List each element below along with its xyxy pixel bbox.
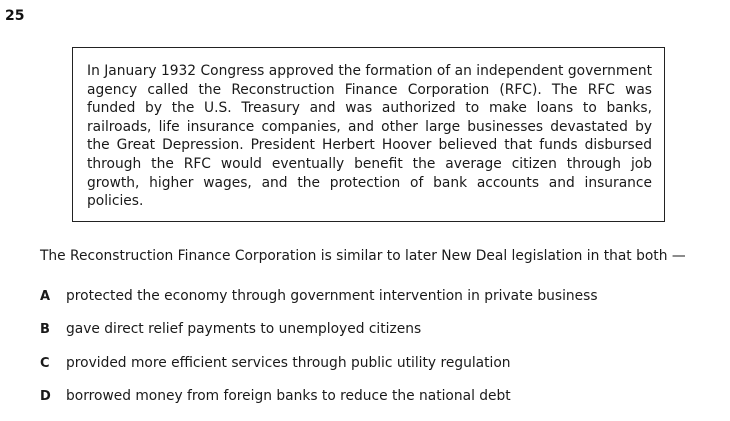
answer-option-a[interactable] [40,288,598,304]
option-text: provided more efficient services through public utility regulation [66,355,511,371]
option-letter: B [40,322,50,337]
option-text: gave direct relief payments to unemployed citizens [66,321,422,337]
option-letter: D [40,389,51,404]
answer-option-b[interactable] [40,321,421,337]
answer-option-c[interactable] [40,355,511,371]
option-letter: C [40,356,50,371]
option-letter: A [40,289,51,304]
passage-box [72,47,665,222]
passage-text: In January 1932 Congress approved the formation of an independent government agency called the Reconstruction Finance Corporation (RFC). The RFC was funded by the U.S. Treasury and was authorized to make loans to banks, railroads, life insurance companies, and other large businesses devastated by the Great Depression. President Herbert Hoover believed that funds disbursed through the RFC would eventually benefit the average citizen through job growth, higher wages, and the protection of bank accounts and insurance policies. [87,63,652,210]
question-number: 25 [5,8,25,24]
option-text: protected the economy through government intervention in private business [66,288,598,304]
question-stem: The Reconstruction Finance Corporation is similar to later New Deal legislation in that both — [40,248,686,264]
option-text: borrowed money from foreign banks to reduce the national debt [66,388,511,404]
answer-option-d[interactable] [40,388,511,404]
